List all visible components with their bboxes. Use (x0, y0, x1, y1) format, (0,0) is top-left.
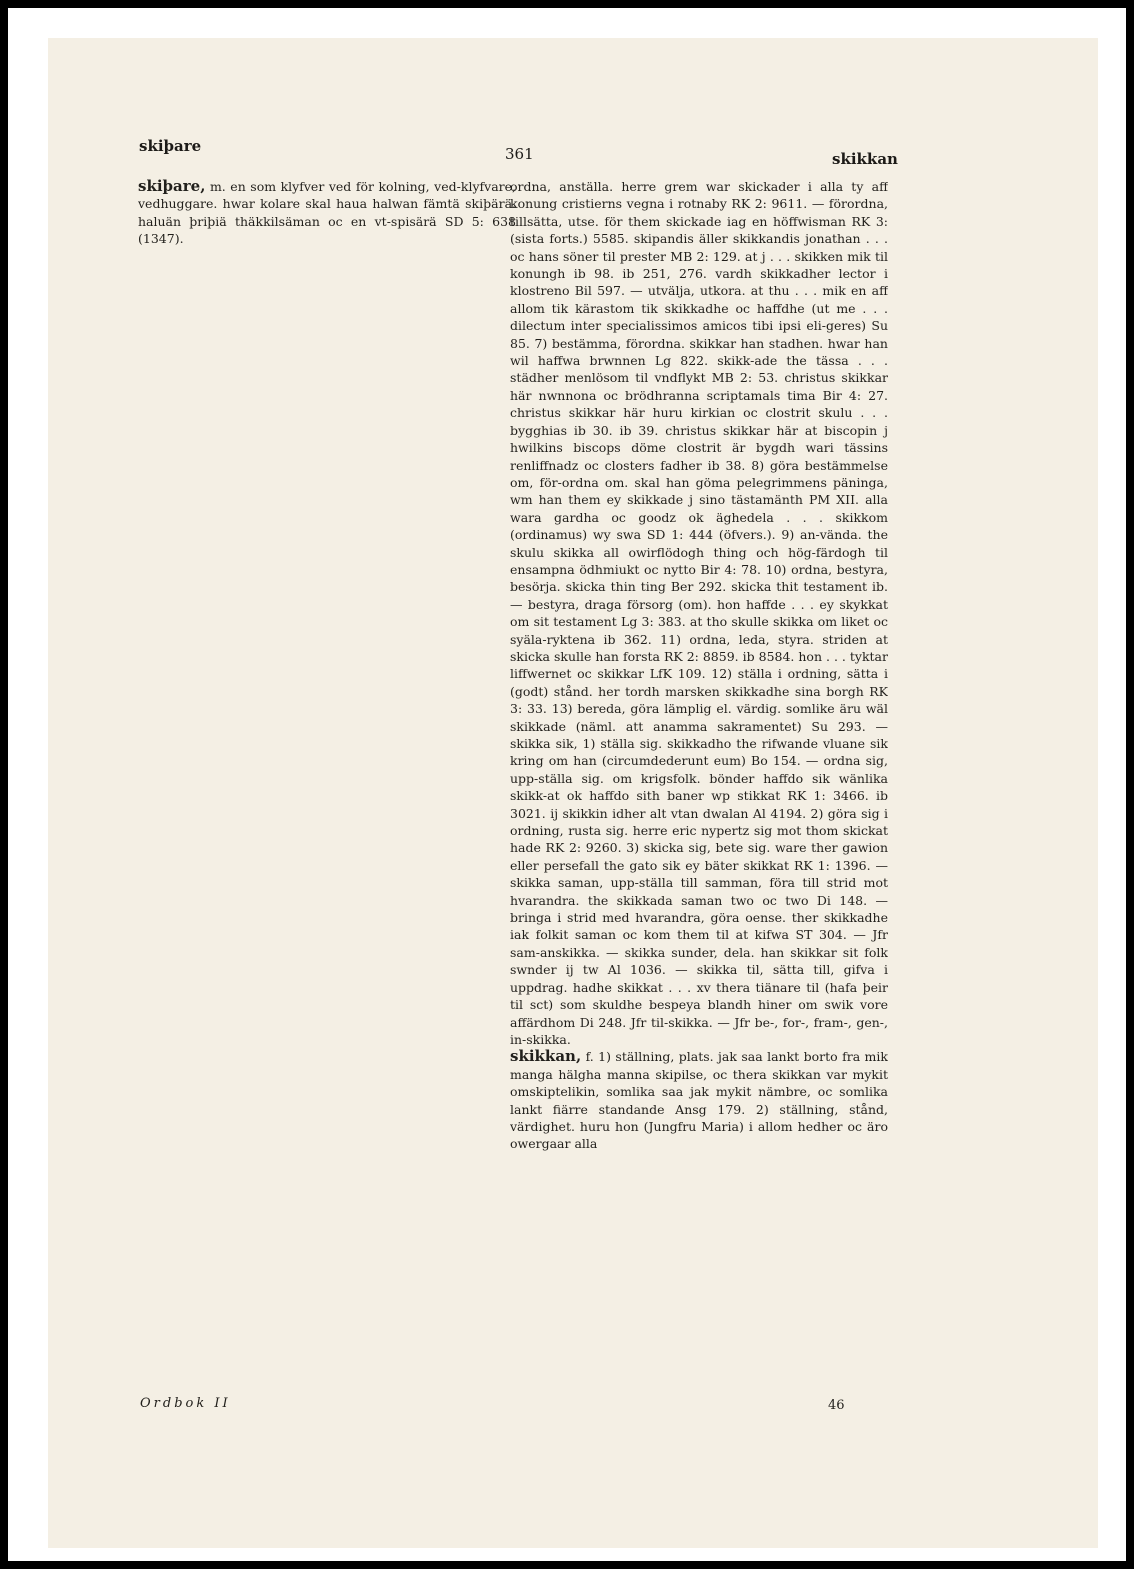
dictionary-entry (510, 1048, 888, 1152)
entry-headword: skikkan, (510, 1047, 582, 1066)
dictionary-entry (510, 178, 888, 1048)
entry-text: m. en som klyfver ved för kolning, ved-klyfvare, vedhuggare. hwar kolare skal haua halwan fämtä skiþärä. haluän þriþiä thäkkilsäman oc en vt-spisärä SD 5: 638 (1347). (138, 179, 516, 247)
signature-mark: Ordbok II (140, 1396, 231, 1411)
page-number-bottom: 46 (828, 1398, 845, 1413)
dictionary-entry (138, 178, 516, 248)
entry-headword: skiþare, (138, 178, 206, 195)
running-head-right: skikkan (832, 150, 898, 168)
page-number-top: 361 (505, 145, 534, 163)
entry-text: ordna, anställa. herre grem war skickader i alla ty aff konung cristierns vegna i rotnaby RK 2: 9611. — förordna, tillsätta, utse. för them skickade iag en höffwisman RK 3: (sista forts.) 5585. skipandis äller skikkandis jonathan . . . oc hans söner til prester MB 2: 129. at j . . . skikken mik til konungh ib 98. ib 251, 276. vardh skikkadher lector i klostreno Bil 597. — utvälja, utkora. at thu . . . mik en aff allom tik kärastom tik skikkadhe oc haffdhe (ut me . . . dilectum inter specialissimos amicos tibi ipsi eli-geres) Su 85. 7) bestämma, förordna. skikkar han stadhen. hwar han wil haffwa brwnnen Lg 822. skikk-ade the tässa . . . städher menlösom til vndflykt MB 2: 53. christus skikkar här nwnnona oc brödhranna scriptamals tima Bir 4: 27. christus skikkar här huru kirkian oc clostrit skulu . . . bygghias ib 30. ib 39. christus skikkar här at biscopin j hwilkins biscops döme clostrit är bygdh wari tässins renliffnadz oc closters fadher ib 38. 8) göra bestämmelse om, för-ordna om. skal han göma pelegrimmens päninga, wm han them ey skikkade j sino tästamänth PM XII. alla wara gardha oc goodz ok äghedela . . . skikkom (ordinamus) wy swa SD 1: 444 (öfvers.). 9) an-vända. the skulu skikka all owirflödogh thing och hög-färdogh til ensampna ödhmiukt oc nytto Bir 4: 78. 10) ordna, bestyra, besörja. skicka thin ting Ber 292. skicka thit testament ib. — bestyra, draga försorg (om). hon haffde . . . ey skykkat om sit testament Lg 3: 383. at tho skulle skikka om liket oc syäla-ryktena ib 362. 11) ordna, leda, styra. striden at skicka skulle han forsta RK 2: 8859. ib 8584. hon . . . tyktar liffwernet oc skikkar LfK 109. 12) ställa i ordning, sätta i (godt) stånd. her tordh marsken skikkadhe sina borgh RK 3: 33. 13) bereda, göra lämplig el. värdig. somlike äru wäl skikkade (näml. att anamma sakramentet) Su 293. — skikka sik, 1) ställa sig. skikkadho the rifwande vluane sik kring om han (circumdederunt eum) Bo 154. — ordna sig, upp-ställa sig. om krigsfolk. bönder haffdo sik wänlika skikk-at ok haffdo sith baner wp stikkat RK 1: 3466. ib 3021. ij skikkin idher alt vtan dwalan Al 4194. 2) göra sig i ordning, rusta sig. herre eric nypertz sig mot thom skickat hade RK 2: 9260. 3) skicka sig, bete sig. ware ther gawion eller persefall the gato sik ey bäter skikkat RK 1: 1396. — skikka saman, upp-ställa till samman, föra till strid mot hvarandra. the skikkada saman two oc two Di 148. — bringa i strid med hvarandra, göra oense. ther skikkadhe iak folkit saman oc kom them til at kifwa ST 304. — Jfr sam-anskikka. — skikka sunder, dela. han skikkar sit folk swnder ij tw Al 1036. — skikka til, sätta till, gifva i uppdrag. hadhe skikkat . . . xv thera tiänare til (hafa þeir til sct) som skuldhe bespeya blandh hiner om swik vore affärdhom Di 248. Jfr til-skikka. — Jfr be-, for-, fram-, gen-, in-skikka. (510, 179, 888, 1047)
running-head-left: skiþare (139, 137, 202, 155)
right-column (510, 178, 888, 1393)
entry-text: f. 1) ställning, plats. jak saa lankt borto fra mik manga hälgha manna skipilse, oc thera skikkan var mykit omskiptelikin, somlika saa jak mykit nämbre, oc somlika lankt fiärre standande Ansg 179. 2) ställning, stånd, värdighet. huru hon (Jungfru Maria) i allom hedher oc äro owergaar alla (510, 1049, 888, 1152)
left-column (138, 178, 516, 1418)
